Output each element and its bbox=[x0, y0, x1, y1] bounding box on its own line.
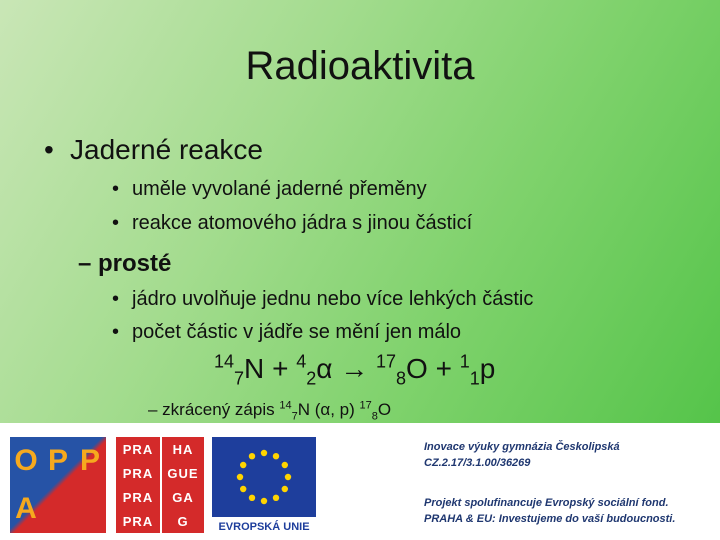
mass-number: 4 bbox=[296, 351, 307, 372]
slide-title: Radioaktivita bbox=[245, 44, 475, 88]
element-symbol: p bbox=[479, 353, 496, 384]
eu-label: EVROPSKÁ UNIE bbox=[218, 521, 310, 533]
praha-logo bbox=[116, 437, 204, 533]
bullet-dot: • bbox=[112, 288, 120, 310]
opp-letter: P bbox=[79, 444, 100, 477]
bullet-dot: • bbox=[112, 321, 120, 343]
bullet-dot: • bbox=[112, 178, 120, 200]
funding-info bbox=[424, 495, 675, 527]
bullet-dot: • bbox=[112, 212, 120, 234]
sub-bullet-text: reakce atomového jádra s jinou částicí bbox=[132, 212, 473, 234]
mass-number: 17 bbox=[359, 399, 372, 412]
praha-cell: PRA bbox=[122, 513, 154, 529]
element-symbol: N bbox=[244, 353, 265, 384]
funding-line: Projekt spolufinancuje Evropský sociální fond. bbox=[424, 497, 669, 509]
element-symbol: O bbox=[377, 400, 392, 419]
short-notation-prefix: – zkrácený zápis bbox=[148, 400, 275, 419]
praha-cell: GUE bbox=[160, 461, 204, 485]
element-symbol: N bbox=[297, 400, 311, 419]
footer-logos bbox=[0, 423, 720, 540]
opp-letter: O bbox=[14, 444, 38, 477]
praha-cell: PRA bbox=[122, 489, 154, 505]
praha-cell: G bbox=[160, 509, 204, 533]
opp-letter bbox=[74, 485, 106, 533]
eu-stars-icon bbox=[212, 437, 316, 517]
opp-letter bbox=[42, 485, 74, 533]
opp-logo bbox=[10, 437, 106, 533]
opp-letter: P bbox=[47, 444, 68, 477]
bullet-main-text: Jaderné reakce bbox=[70, 134, 264, 165]
nuclear-equation bbox=[214, 351, 496, 389]
atomic-number: 7 bbox=[291, 410, 298, 423]
plus-sign: + bbox=[435, 353, 452, 384]
atomic-number: 8 bbox=[396, 368, 407, 389]
eu-flag-icon bbox=[212, 437, 316, 517]
sub-bullet-text: jádro uvolňuje jednu nebo více lehkých částic bbox=[132, 288, 534, 310]
element-symbol: O bbox=[406, 353, 428, 384]
sub-bullet bbox=[112, 212, 472, 235]
mass-number: 14 bbox=[279, 399, 292, 412]
opp-letter: A bbox=[15, 492, 37, 525]
mass-number: 14 bbox=[214, 351, 235, 372]
sub-bullet bbox=[112, 321, 461, 344]
atomic-number: 7 bbox=[234, 368, 245, 389]
project-code: CZ.2.17/3.1.00/36269 bbox=[424, 457, 531, 469]
praha-cell: PRA bbox=[122, 465, 154, 481]
project-info bbox=[424, 439, 620, 471]
dash-item: – prosté bbox=[78, 250, 172, 277]
mass-number: 17 bbox=[375, 351, 397, 372]
element-symbol: α bbox=[316, 353, 333, 384]
praha-cell: HA bbox=[160, 437, 204, 461]
atomic-number: 2 bbox=[306, 368, 317, 389]
plus-sign: + bbox=[272, 353, 289, 384]
sub-bullet bbox=[112, 178, 427, 201]
atomic-number: 8 bbox=[371, 410, 378, 423]
sub-bullet-text: počet částic v jádře se mění jen málo bbox=[132, 321, 462, 343]
short-notation bbox=[148, 399, 392, 423]
bullet-main bbox=[44, 134, 263, 166]
praha-cell: GA bbox=[160, 485, 204, 509]
mass-number: 1 bbox=[459, 351, 470, 372]
sub-bullet bbox=[112, 288, 533, 311]
reaction-particles: (α, p) bbox=[314, 400, 355, 419]
funding-line: PRAHA & EU: Investujeme do vaší budoucnosti. bbox=[424, 513, 676, 525]
bullet-dot: • bbox=[44, 134, 54, 165]
sub-bullet-text: uměle vyvolané jaderné přeměny bbox=[132, 178, 427, 200]
atomic-number: 1 bbox=[469, 368, 480, 389]
reaction-arrow: → bbox=[340, 353, 369, 384]
project-line: Inovace výuky gymnázia Českolipská bbox=[424, 441, 620, 453]
praha-cell: PRA bbox=[122, 441, 154, 457]
